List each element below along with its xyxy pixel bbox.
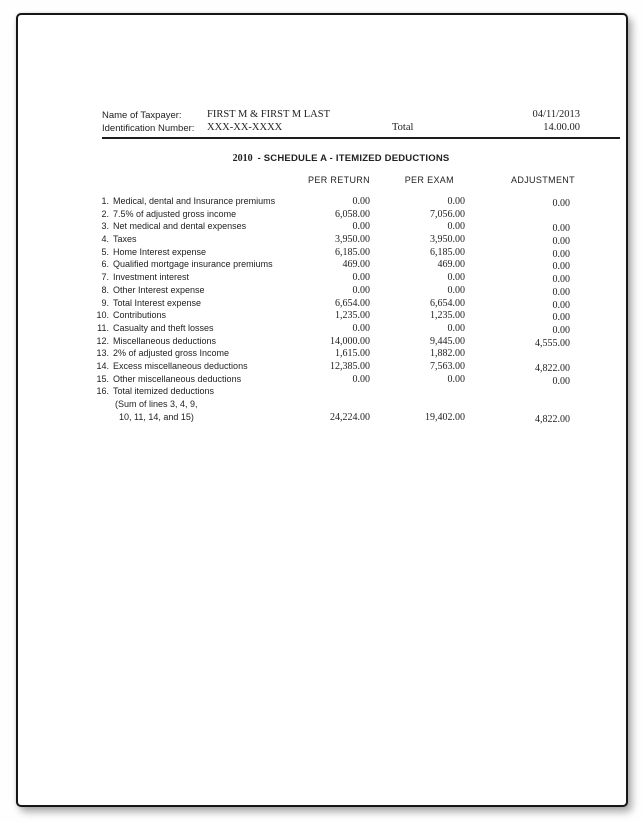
per-return-value: 0.00 [352,196,370,207]
table-row [92,336,592,349]
row-label: Excess miscellaneous deductions [113,360,248,371]
table-row [92,272,592,285]
per-return-value: 1,615.00 [335,348,370,360]
total-adjustment-value: 4,822.00 [535,413,570,425]
per-return-value: 0.00 [352,221,370,233]
report-date: 04/11/2013 [532,109,580,120]
per-return-value: 1,235.00 [335,310,370,322]
adjustment-value: 0.00 [552,312,570,324]
row-number: 11. [97,322,109,333]
taxpayer-name-value: FIRST M & FIRST M LAST [207,109,331,120]
total-row-label-line [92,386,592,399]
adjustment-value: 0.00 [552,236,570,248]
table-row [92,361,592,374]
row-label: Miscellaneous deductions [113,335,217,346]
per-return-value: 0.00 [352,373,370,385]
column-header-per-exam: PER EXAM [404,175,454,185]
per-exam-value: 0.00 [447,272,465,284]
adjustment-value: 0.00 [552,375,570,387]
row-number: 6. [101,259,109,270]
row-number: 2. [101,208,109,219]
table-row [92,221,592,234]
row-label: Home Interest expense [113,246,207,257]
row-number: 1. [101,196,109,206]
column-header-adjustment: ADJUSTMENT [511,175,575,185]
row-number: 8. [101,284,109,295]
per-exam-value: 6,185.00 [430,246,465,258]
per-exam-value: 469.00 [437,259,465,271]
row-number: 4. [101,234,109,245]
column-header-per-return: PER RETURN [307,175,370,185]
row-label: 7.5% of adjusted gross income [113,208,237,219]
total-value: 14.00.00 [543,122,580,133]
total-label: Total [392,122,414,133]
row-number: 7. [101,272,109,283]
taxpayer-header-row [102,110,580,123]
row-label: Other Interest expense [113,284,205,295]
table-row [92,247,592,260]
per-exam-value: 0.00 [447,221,465,233]
row-label: Total Interest expense [113,297,202,308]
adjustment-value: 0.00 [552,223,570,235]
row-label: Investment interest [113,272,190,283]
per-exam-value: 0.00 [447,373,465,385]
row-number: 14. [96,360,109,371]
table-row [92,298,592,311]
schedule-title [102,148,580,166]
per-return-value: 6,058.00 [335,208,370,220]
per-exam-value: 1,882.00 [430,348,465,360]
per-return-value: 3,950.00 [335,234,370,246]
row-number: 12. [96,335,109,346]
document-page [16,13,628,807]
per-exam-value: 7,563.00 [430,360,465,372]
row-label: Qualified mortgage insurance premiums [113,259,273,270]
adjustment-value: 0.00 [552,299,570,311]
table-header-row [92,175,592,196]
table-row [92,374,592,387]
per-return-value: 12,385.00 [330,360,370,372]
per-return-value: 469.00 [342,259,370,271]
per-exam-value: 3,950.00 [430,234,465,246]
table-row [92,259,592,272]
per-exam-value: 0.00 [447,322,465,334]
adjustment-value: 0.00 [552,286,570,298]
per-exam-value: 0.00 [447,196,465,207]
adjustment-value: 0.00 [552,261,570,273]
table-row [92,234,592,247]
total-row-subline-1 [92,399,592,412]
adjustment-value: 0.00 [552,248,570,260]
row-label: Total itemized deductions [113,386,215,397]
total-row-sublabel-1: (Sum of lines 3, 4, 9, [115,399,198,409]
deductions-table [92,175,592,424]
table-row [92,285,592,298]
taxpayer-name-label: Name of Taxpayer: [102,110,182,121]
per-return-value: 0.00 [352,272,370,284]
row-number: 13. [96,348,109,359]
total-row-sublabel-2: 10, 11, 14, and 15) [119,411,194,422]
schedule-title-text: - SCHEDULE A - ITEMIZED DEDUCTIONS [257,153,450,164]
adjustment-value: 4,555.00 [535,337,570,349]
adjustment-value: 0.00 [552,324,570,336]
row-number: 3. [101,221,109,232]
table-row [92,196,592,209]
row-number: 16. [96,386,109,397]
row-label: Other miscellaneous deductions [113,373,242,384]
adjustment-value: 4,822.00 [535,362,570,374]
total-per-return-value: 24,224.00 [330,411,370,423]
header-divider [102,137,620,139]
adjustment-value: 0.00 [552,198,570,209]
row-label: Contributions [113,310,167,321]
row-label: 2% of adjusted gross Income [113,348,230,359]
total-row [92,386,592,424]
per-return-value: 0.00 [352,284,370,296]
adjustment-value: 0.00 [552,274,570,286]
table-row [92,323,592,336]
row-label: Casualty and theft losses [113,322,214,333]
row-label: Taxes [113,234,137,245]
table-row [92,348,592,361]
table-row [92,209,592,222]
per-return-value: 14,000.00 [330,335,370,347]
row-number: 9. [101,297,109,308]
tax-year: 2010 [232,153,253,164]
row-number: 10. [96,310,109,321]
row-number: 15. [96,373,109,384]
per-exam-value: 0.00 [447,284,465,296]
row-label: Medical, dental and Insurance premiums [113,196,276,206]
table-row [92,310,592,323]
row-label: Net medical and dental expenses [113,221,247,232]
deductions-rows [92,196,592,386]
identification-header-row [102,123,580,136]
per-return-value: 6,654.00 [335,297,370,309]
total-per-exam-value: 19,402.00 [425,411,465,423]
identification-number-label: Identification Number: [102,123,195,134]
per-exam-value: 9,445.00 [430,335,465,347]
identification-number-value: XXX-XX-XXXX [207,122,283,133]
per-return-value: 6,185.00 [335,246,370,258]
per-return-value: 0.00 [352,322,370,334]
per-exam-value: 6,654.00 [430,297,465,309]
total-row-values-line [92,412,592,425]
row-number: 5. [101,246,109,257]
per-exam-value: 7,056.00 [430,208,465,220]
per-exam-value: 1,235.00 [430,310,465,322]
